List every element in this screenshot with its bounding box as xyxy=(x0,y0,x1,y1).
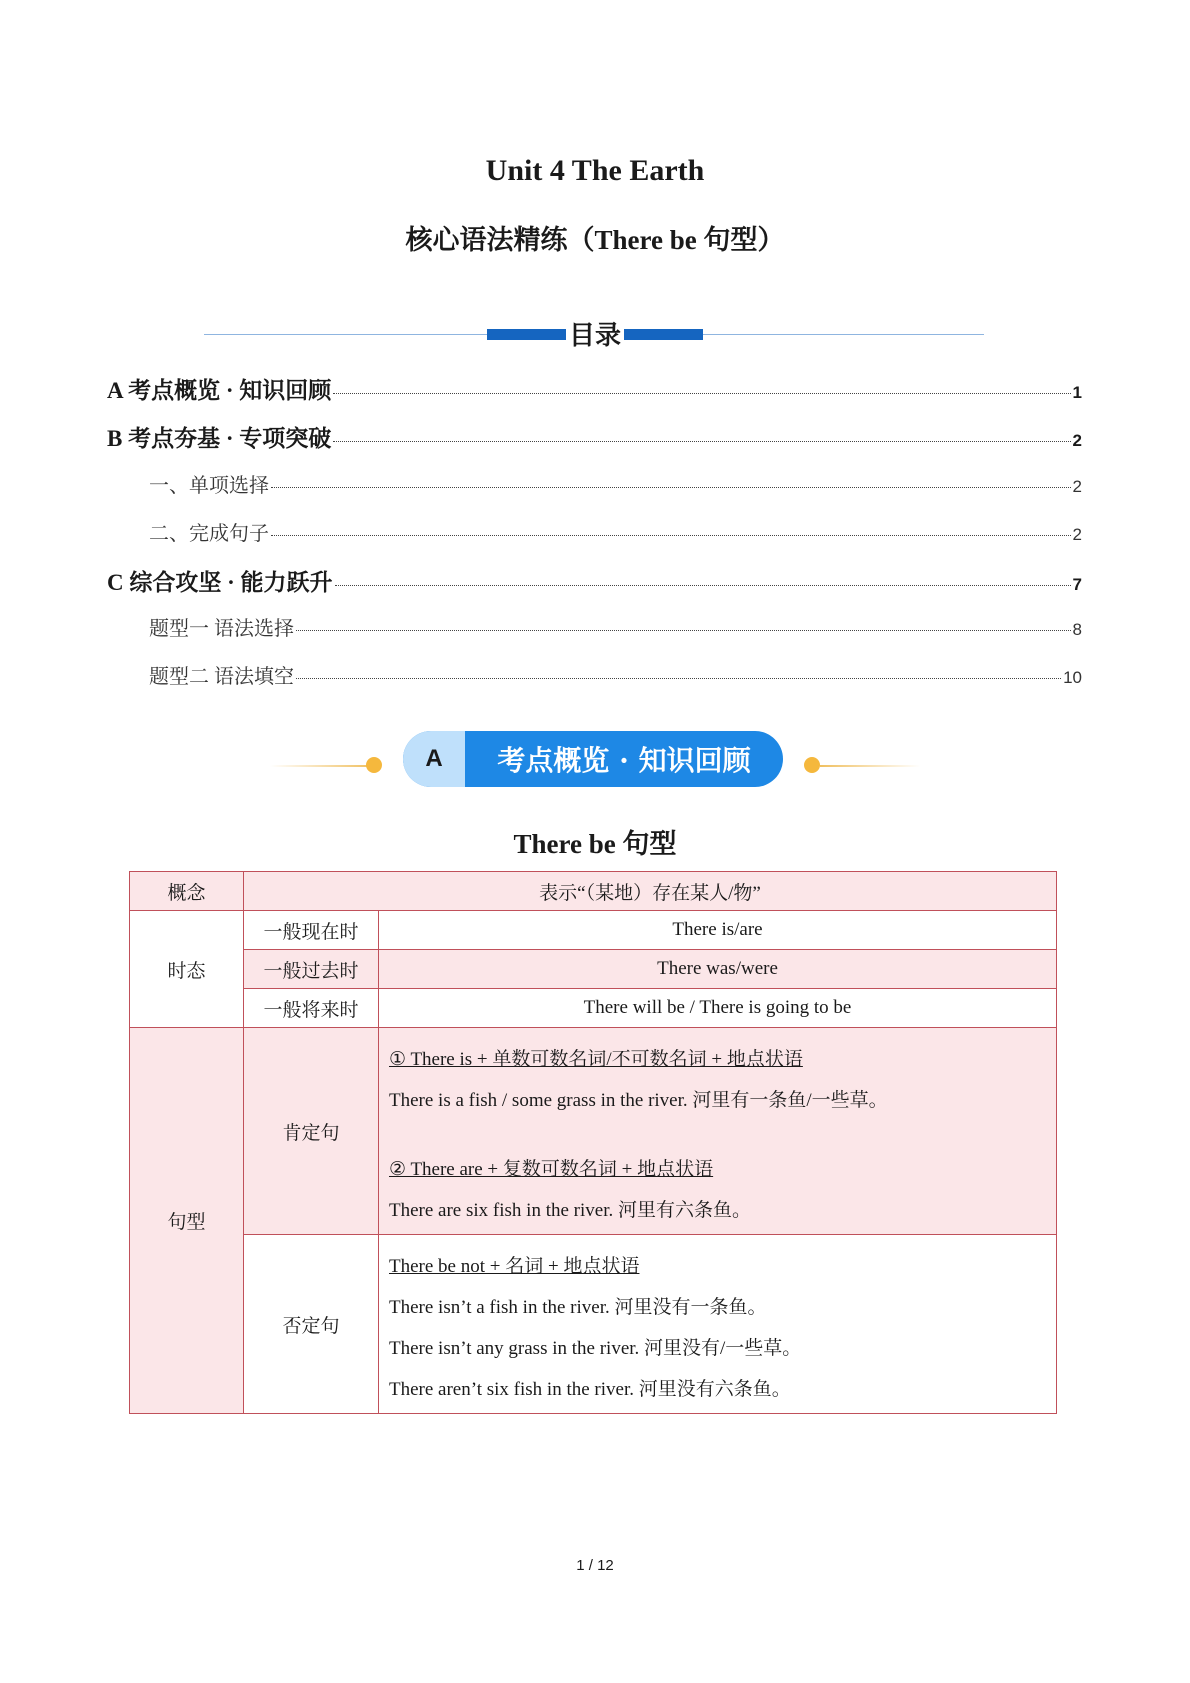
toc-entry-page: 7 xyxy=(1072,575,1082,594)
toc-accent-bar-right xyxy=(624,329,703,340)
toc-entry-page: 10 xyxy=(1063,668,1082,687)
toc-entry-page: 2 xyxy=(1072,525,1082,544)
grammar-table xyxy=(129,871,1057,1414)
document-subtitle: 核心语法精练（There be 句型） xyxy=(405,225,785,255)
negative-rule: There be not + 名词 + 地点状语 xyxy=(389,1256,640,1277)
toc-entry-page: 1 xyxy=(1072,383,1082,402)
banner-letter: A xyxy=(403,731,465,787)
document-title: Unit 4 The Earth xyxy=(485,154,705,187)
table-row-tense xyxy=(130,911,1057,950)
table-row-tense xyxy=(130,989,1057,1028)
toc-leader-dots xyxy=(271,487,1071,488)
toc-leader-dots xyxy=(271,535,1071,536)
toc-entry-label: 题型一 语法选择 xyxy=(149,618,294,640)
toc-entry-c2[interactable] xyxy=(149,660,1082,689)
affirmative-example-1: There is a fish / some grass in the river. 河里有一条鱼/一些草。 xyxy=(389,1090,888,1111)
negative-example: There aren’t six fish in the river. 河里没有六条鱼。 xyxy=(389,1379,791,1400)
tense-label: 时态 xyxy=(130,911,244,1028)
toc-leader-dots xyxy=(335,585,1071,586)
tense-name: 一般将来时 xyxy=(244,989,379,1028)
toc-entry-label: B 考点夯基 · 专项突破 xyxy=(107,426,332,451)
toc-leader-dots xyxy=(296,630,1071,631)
toc-entry-b1[interactable] xyxy=(149,469,1082,498)
section-banner xyxy=(403,731,783,787)
tense-form: There will be / There is going to be xyxy=(379,989,1057,1028)
toc-entry-label: 一、单项选择 xyxy=(149,475,269,497)
table-row-negative xyxy=(130,1235,1057,1414)
banner-dot-left xyxy=(366,757,382,773)
toc-leader-dots xyxy=(333,393,1070,394)
toc-entry-page: 2 xyxy=(1072,431,1082,450)
spacer xyxy=(389,1112,1046,1142)
toc-leader-dots xyxy=(333,441,1070,442)
toc-entry-a[interactable] xyxy=(107,372,1082,405)
concept-label: 概念 xyxy=(130,872,244,911)
toc-leader-dots xyxy=(296,678,1061,679)
table-row-tense xyxy=(130,950,1057,989)
page-indicator: 1 / 12 xyxy=(576,1557,614,1574)
tense-name: 一般过去时 xyxy=(244,950,379,989)
toc-heading: 目录 xyxy=(566,315,624,352)
toc-entry-b[interactable] xyxy=(107,420,1082,453)
table-row-concept xyxy=(130,872,1057,911)
banner-dot-right xyxy=(804,757,820,773)
toc-entry-page: 8 xyxy=(1072,620,1082,639)
table-row-affirmative xyxy=(130,1028,1057,1235)
toc-entry-c[interactable] xyxy=(107,564,1082,597)
toc-entry-label: 题型二 语法填空 xyxy=(149,666,294,688)
tense-form: There was/were xyxy=(379,950,1057,989)
affirmative-example-2: There are six fish in the river. 河里有六条鱼。 xyxy=(389,1200,751,1221)
concept-value: 表示“（某地）存在某人/物” xyxy=(244,872,1057,911)
banner-title: 考点概览 · 知识回顾 xyxy=(497,744,751,777)
banner-line-left xyxy=(270,765,372,767)
toc-entry-page: 2 xyxy=(1072,477,1082,496)
negative-label: 否定句 xyxy=(244,1235,379,1414)
toc-entry-c1[interactable] xyxy=(149,612,1082,641)
banner-line-right xyxy=(820,765,920,767)
tense-form: There is/are xyxy=(379,911,1057,950)
negative-example: There isn’t any grass in the river. 河里没有/一些草。 xyxy=(389,1338,802,1359)
affirmative-label: 肯定句 xyxy=(244,1028,379,1235)
tense-name: 一般现在时 xyxy=(244,911,379,950)
toc-entry-label: 二、完成句子 xyxy=(149,523,269,545)
toc-entry-label: C 综合攻坚 · 能力跃升 xyxy=(107,570,333,595)
section-heading: There be 句型 xyxy=(513,829,677,859)
affirmative-content xyxy=(379,1028,1057,1235)
pattern-label: 句型 xyxy=(130,1028,244,1414)
toc-entry-label: A 考点概览 · 知识回顾 xyxy=(107,378,332,403)
toc-entry-b2[interactable] xyxy=(149,517,1082,546)
toc-accent-bar-left xyxy=(487,329,566,340)
negative-content xyxy=(379,1235,1057,1414)
affirmative-rule-1: ① There is + 单数可数名词/不可数名词 + 地点状语 xyxy=(389,1049,803,1070)
negative-example: There isn’t a fish in the river. 河里没有一条鱼。 xyxy=(389,1297,767,1318)
affirmative-rule-2: ② There are + 复数可数名词 + 地点状语 xyxy=(389,1159,714,1180)
